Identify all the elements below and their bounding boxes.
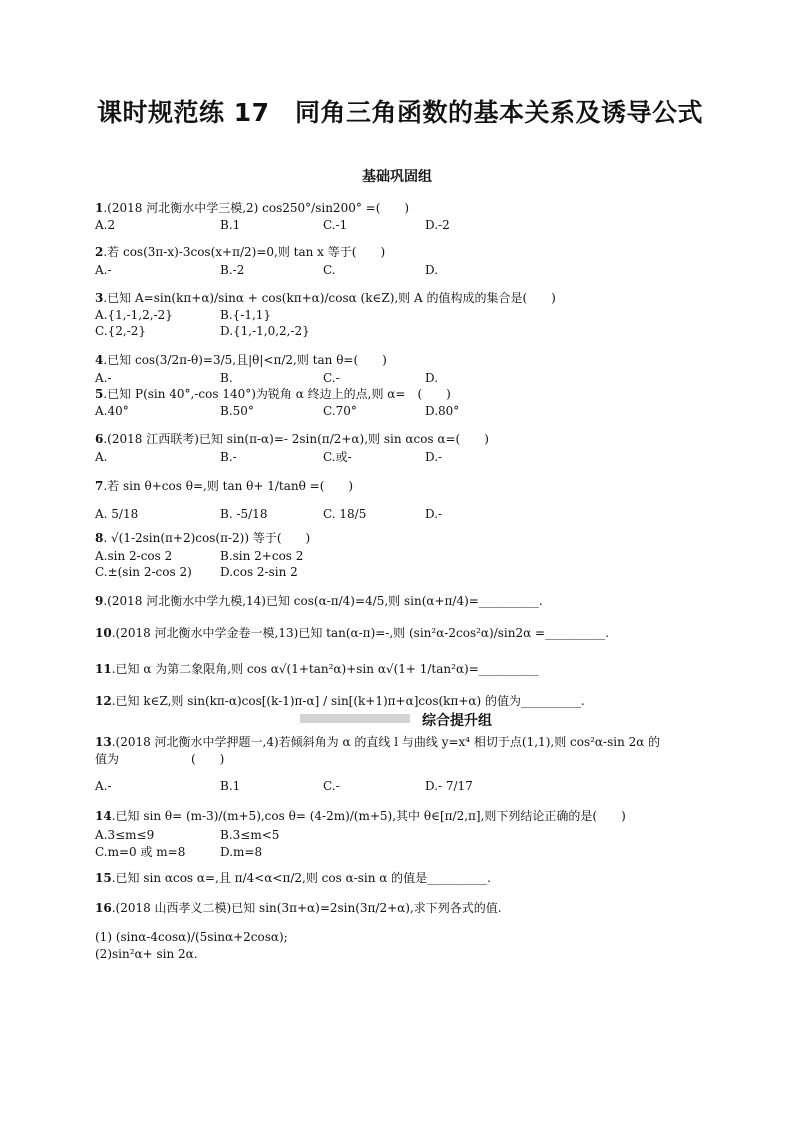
option-b: B. (220, 371, 233, 385)
option-c: C.或- (323, 450, 352, 464)
option-b: B.-2 (220, 263, 245, 277)
option-c: C.- (323, 779, 340, 793)
option-a: A.- (95, 263, 112, 277)
section-heading-basic: 基础巩固组 (362, 169, 432, 185)
question-13-line2: 值为 ( ) (95, 752, 225, 766)
question-number: 2 (95, 245, 104, 259)
option-a: A. 5/18 (95, 507, 139, 521)
question-2 (95, 244, 715, 260)
question-10 (95, 625, 715, 641)
question-16-part-2: (2)sin²α+ sin 2α. (95, 947, 198, 961)
question-text: .(2018 河北衡水中学押题一,4)若倾斜角为 α 的直线 l 与曲线 y=x⁴ 相切于点(1,1),则 cos²α-sin 2α 的 (111, 735, 661, 749)
question-11 (95, 661, 715, 677)
question-text: .若 sin θ+cos θ=,则 tan θ+ 1/tanθ =( ) (103, 479, 354, 493)
question-5 (95, 386, 715, 402)
option-c: C.- (323, 371, 340, 385)
question-number: 14 (95, 809, 112, 823)
question-number: 15 (95, 871, 112, 885)
option-d: D.- (425, 450, 443, 464)
question-16 (95, 900, 715, 916)
question-text: .(2018 河北衡水中学三模,2) cos250°/sin200° =( ) (103, 201, 410, 215)
question-text: . √(1-2sin(π+2)cos(π-2)) 等于( ) (103, 531, 311, 545)
option-a: A.- (95, 371, 112, 385)
option-b: B.50° (220, 404, 254, 418)
question-1 (95, 200, 715, 216)
option-d: D.cos 2-sin 2 (220, 565, 298, 579)
question-text: .(2018 江西联考)已知 sin(π-α)=- 2sin(π/2+α),则 sin αcos α=( ) (103, 432, 489, 446)
question-9 (95, 593, 715, 609)
option-c: C.-1 (323, 218, 348, 232)
question-number: 16 (95, 901, 112, 915)
question-3 (95, 290, 715, 306)
question-14 (95, 808, 715, 824)
question-text: .已知 sin θ= (m-3)/(m+5),cos θ= (4-2m)/(m+5),其中 θ∈[π/2,π],则下列结论正确的是( ) (111, 809, 626, 823)
option-d: D.{1,-1,0,2,-2} (220, 324, 310, 338)
option-d: D. (425, 263, 439, 277)
option-c: C.70° (323, 404, 357, 418)
question-number: 9 (95, 594, 104, 608)
option-d: D.- 7/17 (425, 779, 473, 793)
option-d: D.-2 (425, 218, 450, 232)
question-number: 4 (95, 353, 104, 367)
question-text: .(2018 山西孝义二模)已知 sin(3π+α)=2sin(3π/2+α),求下列各式的值. (111, 901, 502, 915)
question-7 (95, 478, 715, 494)
section-heading-advanced: 综合提升组 (422, 713, 492, 729)
question-text: .(2018 河北衡水中学九模,14)已知 cos(α-π/4)=4/5,则 sin(α+π/4)=__________. (103, 594, 543, 608)
question-number: 8 (95, 531, 104, 545)
question-8 (95, 530, 715, 546)
question-number: 6 (95, 432, 104, 446)
option-c: C. 18/5 (323, 507, 367, 521)
question-text: .(2018 河北衡水中学金卷一模,13)已知 tan(α-π)=-,则 (sin²α-2cos²α)/sin2α =__________. (111, 626, 609, 640)
option-c: C.±(sin 2-cos 2) (95, 565, 192, 579)
question-number: 10 (95, 626, 112, 640)
question-text: .已知 P(sin 40°,-cos 140°)为锐角 α 终边上的点,则 α= ( ) (103, 387, 451, 401)
question-13 (95, 734, 715, 750)
option-b: B.3≤m<5 (220, 828, 280, 842)
question-text: .已知 α 为第二象限角,则 cos α√(1+tan²α)+sin α√(1+ 1/tan²α)=__________ (111, 662, 539, 676)
question-number: 1 (95, 201, 104, 215)
option-a: A.3≤m≤9 (95, 828, 155, 842)
question-number: 13 (95, 735, 112, 749)
question-12 (95, 693, 715, 709)
question-number: 12 (95, 694, 112, 708)
option-d: D.m=8 (220, 845, 263, 859)
option-d: D.- (425, 507, 443, 521)
option-a: A.{1,-1,2,-2} (95, 308, 173, 322)
option-a: A.2 (95, 218, 116, 232)
option-a: A.40° (95, 404, 129, 418)
question-number: 5 (95, 387, 104, 401)
option-b: B.1 (220, 218, 241, 232)
option-b: B. -5/18 (220, 507, 268, 521)
option-b: B.{-1,1} (220, 308, 272, 322)
question-text: .已知 A=sin(kπ+α)/sinα + cos(kπ+α)/cosα (k∈Z),则 A 的值构成的集合是( ) (103, 291, 556, 305)
option-c: C.m=0 或 m=8 (95, 845, 186, 859)
question-number: 3 (95, 291, 104, 305)
option-b: B.- (220, 450, 237, 464)
option-c: C. (323, 263, 336, 277)
option-c: C.{2,-2} (95, 324, 146, 338)
option-d: D. (425, 371, 439, 385)
question-number: 7 (95, 479, 104, 493)
question-15 (95, 870, 715, 886)
option-d: D.80° (425, 404, 460, 418)
question-16-part-1: (1) (sinα-4cosα)/(5sinα+2cosα); (95, 930, 288, 944)
question-number: 11 (95, 662, 112, 676)
question-4 (95, 352, 715, 368)
option-a: A.- (95, 779, 112, 793)
question-text: .若 cos(3π-x)-3cos(x+π/2)=0,则 tan x 等于( ) (103, 245, 386, 259)
option-b: B.1 (220, 779, 241, 793)
option-a: A. (95, 450, 108, 464)
question-text: .已知 k∈Z,则 sin(kπ-α)cos[(k-1)π-α] / sin[(k+1)π+α]cos(kπ+α) 的值为__________. (111, 694, 585, 708)
question-text: .已知 sin αcos α=,且 π/4<α<π/2,则 cos α-sin α 的值是__________. (111, 871, 491, 885)
option-b: B.sin 2+cos 2 (220, 549, 304, 563)
page-title: 课时规范练 17 同角三角函数的基本关系及诱导公式 (97, 98, 703, 127)
question-text: .已知 cos(3/2π-θ)=3/5,且|θ|<π/2,则 tan θ=( ) (103, 353, 387, 367)
option-a: A.sin 2-cos 2 (95, 549, 173, 563)
question-6 (95, 431, 715, 447)
